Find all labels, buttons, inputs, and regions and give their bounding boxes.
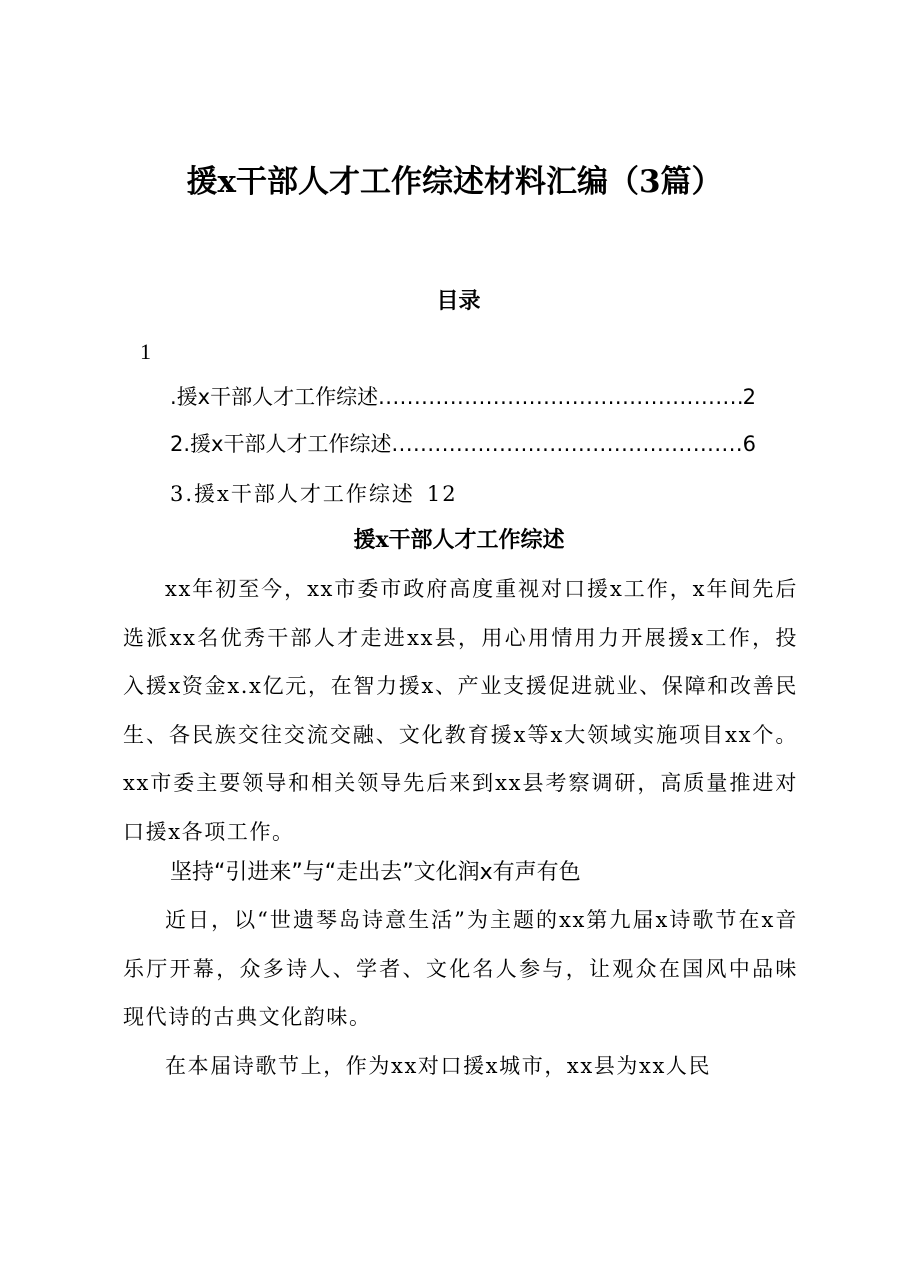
toc-entry-page: 2	[742, 385, 756, 409]
toc-entry	[170, 479, 458, 509]
body-paragraph: 在本届诗歌节上，作为xx对口援x城市，xx县为xx人民	[165, 1054, 712, 1078]
document-title: 援x干部人才工作综述材料汇编（3篇）	[186, 164, 723, 200]
sub-heading: 坚持“引进来”与“走出去”文化润x有声有色	[170, 860, 581, 885]
section-heading: 援x干部人才工作综述	[353, 527, 565, 553]
toc-entry	[170, 382, 756, 412]
toc-leader-dots	[391, 429, 742, 459]
body-paragraph: 近日，以“世遗琴岛诗意生活”为主题的xx第九届x诗歌节在x音乐厅开幕，众多诗人、学者、文化名人参与，让观众在国风中品味现代诗的古典文化韵味。	[123, 908, 798, 1029]
toc-entry-label: 3.援x干部人才工作综述	[170, 482, 415, 506]
toc-entry-page: 12	[426, 482, 458, 506]
toc-entry-label: .援x干部人才工作综述	[170, 385, 379, 409]
toc-entry-page: 6	[742, 432, 756, 456]
toc-entry	[170, 429, 756, 459]
body-paragraph: xx年初至今，xx市委市政府高度重视对口援x工作，x年间先后选派xx名优秀干部人才走进xx县，用心用情用力开展援x工作，投入援x资金x.x亿元，在智力援x、产业支援促进就业、保障和改善民生、各民族交往交流交融、文化教育援x等x大领域实施项目xx个。xx市委主要领导和相关领导先后来到xx县考察调研，高质量推进对口援x各项工作。	[123, 577, 798, 844]
toc-entry-label: 2.援x干部人才工作综述	[170, 432, 392, 456]
toc-leader-dots	[378, 382, 743, 412]
toc-heading: 目录	[436, 288, 481, 314]
toc-first-number: 1	[140, 339, 151, 364]
